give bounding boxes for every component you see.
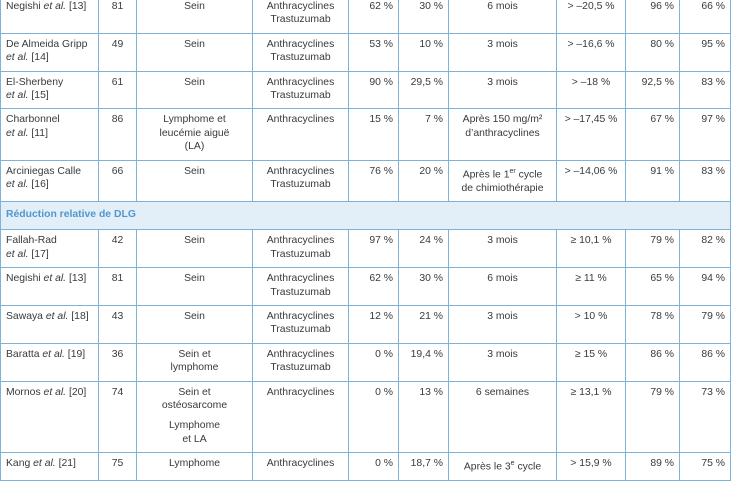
timing-cell [449, 230, 557, 268]
cell-line: Anthracyclines [266, 273, 335, 285]
cell-line: De Almeida Gripp [6, 38, 88, 50]
cancer-type-cell [137, 268, 253, 306]
cell-line: Après le 3e cycle [463, 460, 542, 473]
et-al-italic: et al. [6, 248, 29, 260]
timing-cell [449, 343, 557, 381]
sensitivity-cell: 86 % [626, 343, 680, 381]
timing-cell [449, 305, 557, 343]
percentage-cell: 62 % [349, 268, 399, 306]
cancer-type-cell [137, 381, 253, 453]
cell-line: et al. [11] [6, 127, 48, 139]
author-cell [1, 109, 99, 160]
timing-cell [449, 109, 557, 160]
sensitivity-cell: 92,5 % [626, 71, 680, 109]
sensitivity-cell: 89 % [626, 453, 680, 481]
cell-line: Trastuzumab [270, 90, 331, 102]
sensitivity-cell: 78 % [626, 305, 680, 343]
threshold-cell: ≥ 10,1 % [557, 230, 626, 268]
treatment-cell [253, 453, 349, 481]
threshold-cell: ≥ 13,1 % [557, 381, 626, 453]
cell-line: Kang et al. [21] [6, 458, 76, 470]
cell-line: et al. [15] [6, 90, 49, 102]
et-al-italic: et al. [6, 52, 29, 64]
cell-line: 3 mois [487, 38, 518, 50]
percentage-cell: 0 % [349, 381, 399, 453]
percentage-cell: 0 % [349, 343, 399, 381]
cell-line: lymphome [170, 362, 219, 374]
table-row [1, 230, 731, 268]
cell-line: d’anthracyclines [465, 127, 540, 139]
cell-line: et al. [14] [6, 52, 49, 64]
percentage-cell: 19,4 % [399, 343, 449, 381]
treatment-cell [253, 230, 349, 268]
table-row [1, 71, 731, 109]
cell-line: El-Sherbeny [6, 76, 64, 88]
treatment-cell [253, 343, 349, 381]
treatment-cell [253, 305, 349, 343]
cell-line: Sawaya et al. [18] [6, 310, 89, 322]
et-al-italic: et al. [43, 1, 67, 12]
treatment-cell [253, 0, 349, 33]
percentage-cell: 0 % [349, 453, 399, 481]
sensitivity-cell: 67 % [626, 109, 680, 160]
treatment-cell [253, 381, 349, 453]
cell-line: Baratta et al. [19] [6, 348, 86, 360]
cell-line: Trastuzumab [270, 14, 331, 26]
threshold-cell: ≥ 15 % [557, 343, 626, 381]
cell-line: Trastuzumab [270, 179, 331, 191]
section-header-group [1, 201, 731, 229]
specificity-cell: 83 % [680, 71, 731, 109]
cell-line: et al. [17] [6, 248, 49, 260]
treatment-cell [253, 33, 349, 71]
cell-line: Trastuzumab [270, 362, 331, 374]
cell-line: Trastuzumab [270, 248, 331, 260]
percentage-cell: 15 % [349, 109, 399, 160]
percentage-cell: 21 % [399, 305, 449, 343]
sensitivity-cell: 79 % [626, 381, 680, 453]
treatment-cell [253, 268, 349, 306]
cell-line: 3 mois [487, 76, 518, 88]
section-header-label: Réduction relative de DLG [1, 201, 731, 229]
cell-line: (LA) [184, 141, 205, 153]
author-cell [1, 381, 99, 453]
cell-line: de chimiothérapie [461, 182, 544, 194]
cell-line: 6 mois [487, 273, 518, 285]
cell-spacer [142, 412, 247, 419]
table-row [1, 0, 731, 33]
specificity-cell: 73 % [680, 381, 731, 453]
specificity-cell: 95 % [680, 33, 731, 71]
cancer-type-cell [137, 305, 253, 343]
et-al-italic: et al. [43, 386, 67, 398]
percentage-cell: 29,5 % [399, 71, 449, 109]
author-cell [1, 343, 99, 381]
patient-count-cell: 75 [99, 453, 137, 481]
cell-line: leucémie aiguë [159, 127, 230, 139]
table-row [1, 381, 731, 453]
sensitivity-cell: 96 % [626, 0, 680, 33]
table-row [1, 160, 731, 201]
cell-line: ostéosarcome [161, 400, 228, 411]
patient-count-cell: 61 [99, 71, 137, 109]
specificity-cell: 75 % [680, 453, 731, 481]
threshold-cell: > –14,06 % [557, 160, 626, 201]
et-al-italic: et al. [43, 273, 67, 285]
cell-line: Sein [184, 273, 205, 285]
percentage-cell: 53 % [349, 33, 399, 71]
cell-line: Lymphome [168, 420, 220, 432]
specificity-cell: 97 % [680, 109, 731, 160]
table-row [1, 268, 731, 306]
specificity-cell: 83 % [680, 160, 731, 201]
cell-line: Anthracyclines [266, 165, 335, 177]
et-al-italic: et al. [42, 348, 65, 360]
et-al-italic: et al. [45, 310, 69, 322]
cell-line: Negishi et al. [13] [6, 1, 87, 12]
threshold-cell: ≥ 11 % [557, 268, 626, 306]
patient-count-cell: 81 [99, 268, 137, 306]
patient-count-cell: 43 [99, 305, 137, 343]
cell-line: et LA [182, 433, 207, 445]
cell-line: Après le 1er cycle [462, 167, 543, 181]
patient-count-cell: 42 [99, 230, 137, 268]
specificity-cell: 86 % [680, 343, 731, 381]
table-row [1, 33, 731, 71]
timing-cell [449, 71, 557, 109]
specificity-cell: 82 % [680, 230, 731, 268]
author-cell [1, 33, 99, 71]
cell-line: Anthracyclines [266, 458, 335, 470]
section-header-row [1, 201, 731, 229]
cell-line: Sein et [178, 348, 211, 360]
cell-line: Sein [184, 165, 205, 177]
cell-line: 6 mois [487, 1, 518, 12]
cell-line: Arciniegas Calle [6, 165, 82, 177]
author-cell [1, 305, 99, 343]
percentage-cell: 20 % [399, 160, 449, 201]
percentage-cell: 76 % [349, 160, 399, 201]
cell-line: Negishi et al. [13] [6, 273, 87, 285]
percentage-cell: 7 % [399, 109, 449, 160]
patient-count-cell: 86 [99, 109, 137, 160]
cell-line: Après 150 mg/m² [462, 114, 543, 126]
cell-line: Anthracyclines [266, 386, 335, 398]
et-al-italic: et al. [6, 127, 29, 139]
cell-line: Anthracyclines [266, 76, 335, 88]
author-cell [1, 160, 99, 201]
patient-count-cell: 74 [99, 381, 137, 453]
ordinal-superscript: e [510, 460, 515, 468]
treatment-cell [253, 109, 349, 160]
cell-line: Sein [184, 310, 205, 322]
cancer-type-cell [137, 33, 253, 71]
threshold-cell: > 15,9 % [557, 453, 626, 481]
author-cell [1, 453, 99, 481]
threshold-cell: > –16,6 % [557, 33, 626, 71]
threshold-cell: > –20,5 % [557, 0, 626, 33]
table-row [1, 109, 731, 160]
cell-line: Anthracyclines [266, 114, 335, 126]
percentage-cell: 62 % [349, 0, 399, 33]
patient-count-cell: 49 [99, 33, 137, 71]
author-cell [1, 268, 99, 306]
table-body-bottom [1, 230, 731, 481]
patient-count-cell: 36 [99, 343, 137, 381]
timing-cell [449, 453, 557, 481]
sensitivity-cell: 65 % [626, 268, 680, 306]
table-row [1, 343, 731, 381]
cell-line: et al. [16] [6, 179, 49, 191]
cancer-type-cell [137, 453, 253, 481]
cancer-type-cell [137, 230, 253, 268]
percentage-cell: 13 % [399, 381, 449, 453]
cell-line: Trastuzumab [270, 286, 331, 298]
author-cell [1, 71, 99, 109]
specificity-cell: 94 % [680, 268, 731, 306]
cell-line: Sein [184, 235, 205, 247]
patient-count-cell: 81 [99, 0, 137, 33]
table-row [1, 305, 731, 343]
percentage-cell: 97 % [349, 230, 399, 268]
cell-line: Trastuzumab [270, 52, 331, 64]
timing-cell [449, 160, 557, 201]
cell-line: Sein [184, 38, 205, 50]
cancer-type-cell [137, 71, 253, 109]
percentage-cell: 30 % [399, 268, 449, 306]
percentage-cell: 18,7 % [399, 453, 449, 481]
specificity-cell: 79 % [680, 305, 731, 343]
cell-line: Sein et [178, 386, 211, 398]
sensitivity-cell: 91 % [626, 160, 680, 201]
ordinal-superscript: er [509, 167, 516, 175]
timing-cell [449, 381, 557, 453]
threshold-cell: > –18 % [557, 71, 626, 109]
cancer-type-cell [137, 109, 253, 160]
et-al-italic: et al. [33, 458, 56, 470]
cell-line: Lymphome [168, 458, 220, 470]
threshold-cell: > 10 % [557, 305, 626, 343]
cell-line: 6 semaines [475, 386, 530, 398]
table-row [1, 453, 731, 481]
cell-line: Sein [184, 1, 205, 12]
cell-line: 3 mois [487, 348, 518, 360]
cell-line: Sein [184, 76, 205, 88]
author-cell [1, 230, 99, 268]
percentage-cell: 90 % [349, 71, 399, 109]
treatment-cell [253, 160, 349, 201]
cell-line: 3 mois [487, 235, 518, 247]
timing-cell [449, 33, 557, 71]
patient-count-cell: 66 [99, 160, 137, 201]
cell-line: Anthracyclines [266, 235, 335, 247]
percentage-cell: 12 % [349, 305, 399, 343]
cell-line: Anthracyclines [266, 348, 335, 360]
cell-line: Trastuzumab [270, 324, 331, 336]
cancer-type-cell [137, 343, 253, 381]
treatment-cell [253, 71, 349, 109]
cancer-type-cell [137, 0, 253, 33]
author-cell [1, 0, 99, 33]
percentage-cell: 10 % [399, 33, 449, 71]
cell-line: Mornos et al. [20] [6, 386, 87, 398]
et-al-italic: et al. [6, 179, 29, 191]
cell-line: Anthracyclines [266, 310, 335, 322]
table-body-top [1, 0, 731, 201]
cell-line: 3 mois [487, 310, 518, 322]
threshold-cell: > –17,45 % [557, 109, 626, 160]
cell-line: Fallah-Rad [6, 235, 57, 247]
cell-line: Anthracyclines [266, 38, 335, 50]
sensitivity-cell: 79 % [626, 230, 680, 268]
specificity-cell: 66 % [680, 0, 731, 33]
cancer-type-cell [137, 160, 253, 201]
percentage-cell: 24 % [399, 230, 449, 268]
sensitivity-cell: 80 % [626, 33, 680, 71]
et-al-italic: et al. [6, 90, 29, 102]
cell-line: Lymphome et [163, 114, 226, 126]
timing-cell [449, 0, 557, 33]
timing-cell [449, 268, 557, 306]
percentage-cell: 30 % [399, 0, 449, 33]
cell-line: Anthracyclines [266, 1, 335, 12]
cell-line: Charbonnel [6, 114, 60, 126]
